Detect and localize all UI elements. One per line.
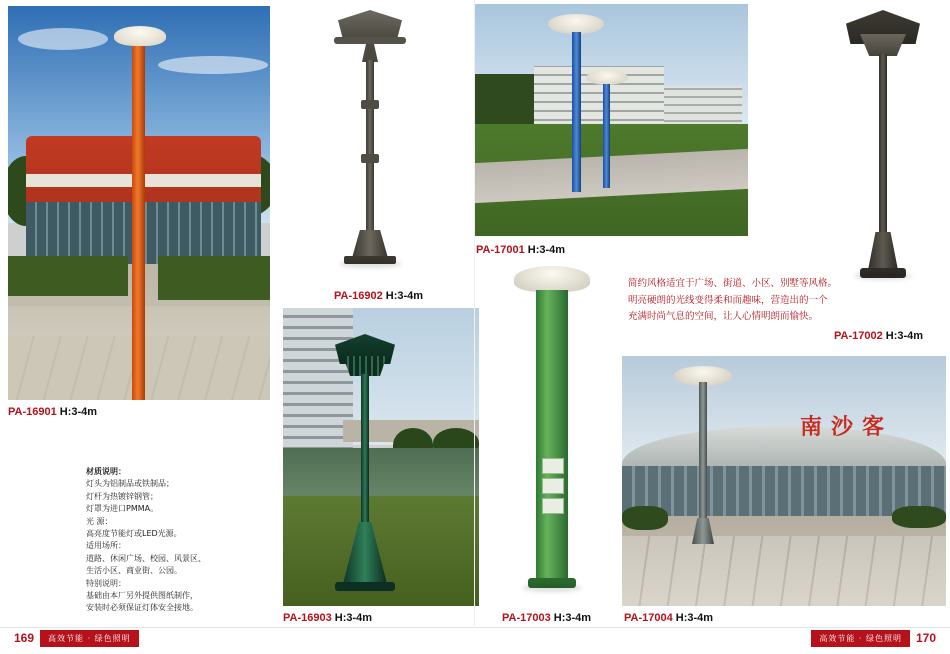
product-size: H:3-4m	[334, 612, 373, 624]
lamp-diffuser	[860, 34, 906, 56]
spec-line: 生活小区、商业街、公园。	[86, 566, 182, 576]
lamp-cage	[343, 356, 387, 376]
product-size: H:3-4m	[385, 290, 424, 302]
product-photo-pa-17001	[474, 4, 748, 236]
spec-line: 高亮度节能灯或LED光源。	[86, 528, 182, 538]
description-line: 充满时尚气息的空间，让人心情明朗而愉快。	[628, 311, 819, 323]
lawn-shape	[158, 256, 270, 300]
product-size: H:3-4m	[59, 406, 98, 418]
page-number-left: 169	[14, 631, 35, 645]
caption-pa-17001	[476, 244, 565, 256]
cloud-shape	[158, 56, 268, 74]
lamp-pole	[699, 382, 707, 524]
spec-line: 基础由本厂另外提供图纸制作，	[86, 590, 198, 600]
lamp-pole	[366, 60, 374, 230]
column-light-window	[542, 458, 564, 474]
caption-pa-17003	[502, 612, 591, 624]
product-size: H:3-4m	[553, 612, 592, 624]
spec-line: 灯头为铝制品或铁制品；	[86, 479, 174, 489]
lamp-shade	[338, 10, 402, 40]
footer-tagline-left: 高效节能 · 绿色照明	[40, 630, 139, 647]
plaza-paving-lines	[622, 536, 946, 606]
lamp-base	[352, 230, 388, 258]
product-size: H:3-4m	[527, 244, 566, 256]
campus-building-secondary	[664, 86, 742, 128]
spec-line: 特别说明：	[86, 578, 126, 588]
caption-pa-17002	[834, 330, 923, 342]
spec-line: 适用场所：	[86, 541, 126, 551]
lamp-base-plate	[335, 582, 395, 591]
spec-line: 光 源：	[86, 516, 113, 526]
terminal-sign-text: 南沙客	[800, 414, 894, 439]
product-code: PA-17002	[834, 330, 883, 342]
product-photo-pa-17003	[494, 258, 610, 606]
lamp-head	[114, 26, 166, 46]
lamp-head-secondary	[586, 70, 628, 85]
spec-line: 道路、休闲广场、校园、风景区、	[86, 553, 206, 563]
lamp-head	[548, 14, 604, 34]
column-light-window	[542, 498, 564, 514]
spec-line: 安装时必须保证灯体安全接地。	[86, 603, 198, 613]
product-size: H:3-4m	[885, 330, 924, 342]
lamp-shade-rim	[334, 37, 406, 44]
page-number-right: 170	[915, 631, 936, 645]
lamp-column	[536, 290, 568, 582]
product-photo-pa-16901	[8, 6, 270, 400]
footer-tagline-right: 高效节能 · 绿色照明	[811, 630, 910, 647]
footer-right	[811, 628, 942, 648]
shrub-shape	[622, 506, 668, 530]
product-code: PA-17004	[624, 612, 673, 624]
lamp-pole	[572, 32, 581, 192]
lamp-head	[514, 266, 590, 292]
cloud-shape	[18, 28, 108, 50]
caption-pa-16903	[283, 612, 372, 624]
shrub-shape	[892, 506, 946, 528]
drop-shadow	[522, 584, 582, 592]
product-size: H:3-4m	[675, 612, 714, 624]
lamp-pole-secondary	[603, 84, 610, 188]
spec-line: 灯罩为进口PMMA。	[86, 504, 159, 514]
product-code: PA-16902	[334, 290, 383, 302]
footer-left	[8, 628, 139, 648]
description-line: 明亮硬朗的光线变得柔和而趣味，营造出的一个	[628, 294, 828, 306]
footer-divider	[0, 627, 950, 628]
lawn-shape	[8, 256, 128, 296]
pole-ring	[361, 154, 379, 163]
lamp-pole	[879, 54, 887, 234]
spec-line: 灯杆为热镀锌钢管；	[86, 491, 158, 501]
caption-pa-17004	[624, 612, 713, 624]
page-gutter	[474, 0, 475, 628]
product-code: PA-16901	[8, 406, 57, 418]
lamp-pole	[361, 374, 369, 524]
description-block	[628, 276, 928, 326]
lamp-pole	[132, 44, 145, 400]
product-photo-pa-16902	[300, 4, 440, 286]
product-code: PA-17001	[476, 244, 525, 256]
material-spec-block	[86, 466, 276, 615]
caption-pa-16901	[8, 406, 97, 418]
description-line: 简约风格适宜于广场、街道、小区、别墅等风格。	[628, 278, 838, 289]
column-light-window	[542, 478, 564, 494]
product-code: PA-16903	[283, 612, 332, 624]
product-photo-pa-17004	[622, 356, 946, 606]
spec-title: 材质说明：	[86, 467, 126, 476]
product-photo-pa-17002	[820, 4, 946, 320]
pole-ring	[361, 100, 379, 109]
caption-pa-16902	[334, 290, 423, 302]
drop-shadow	[340, 260, 402, 268]
lamp-base	[868, 232, 898, 270]
product-code: PA-17003	[502, 612, 551, 624]
product-photo-pa-16903	[283, 308, 479, 606]
